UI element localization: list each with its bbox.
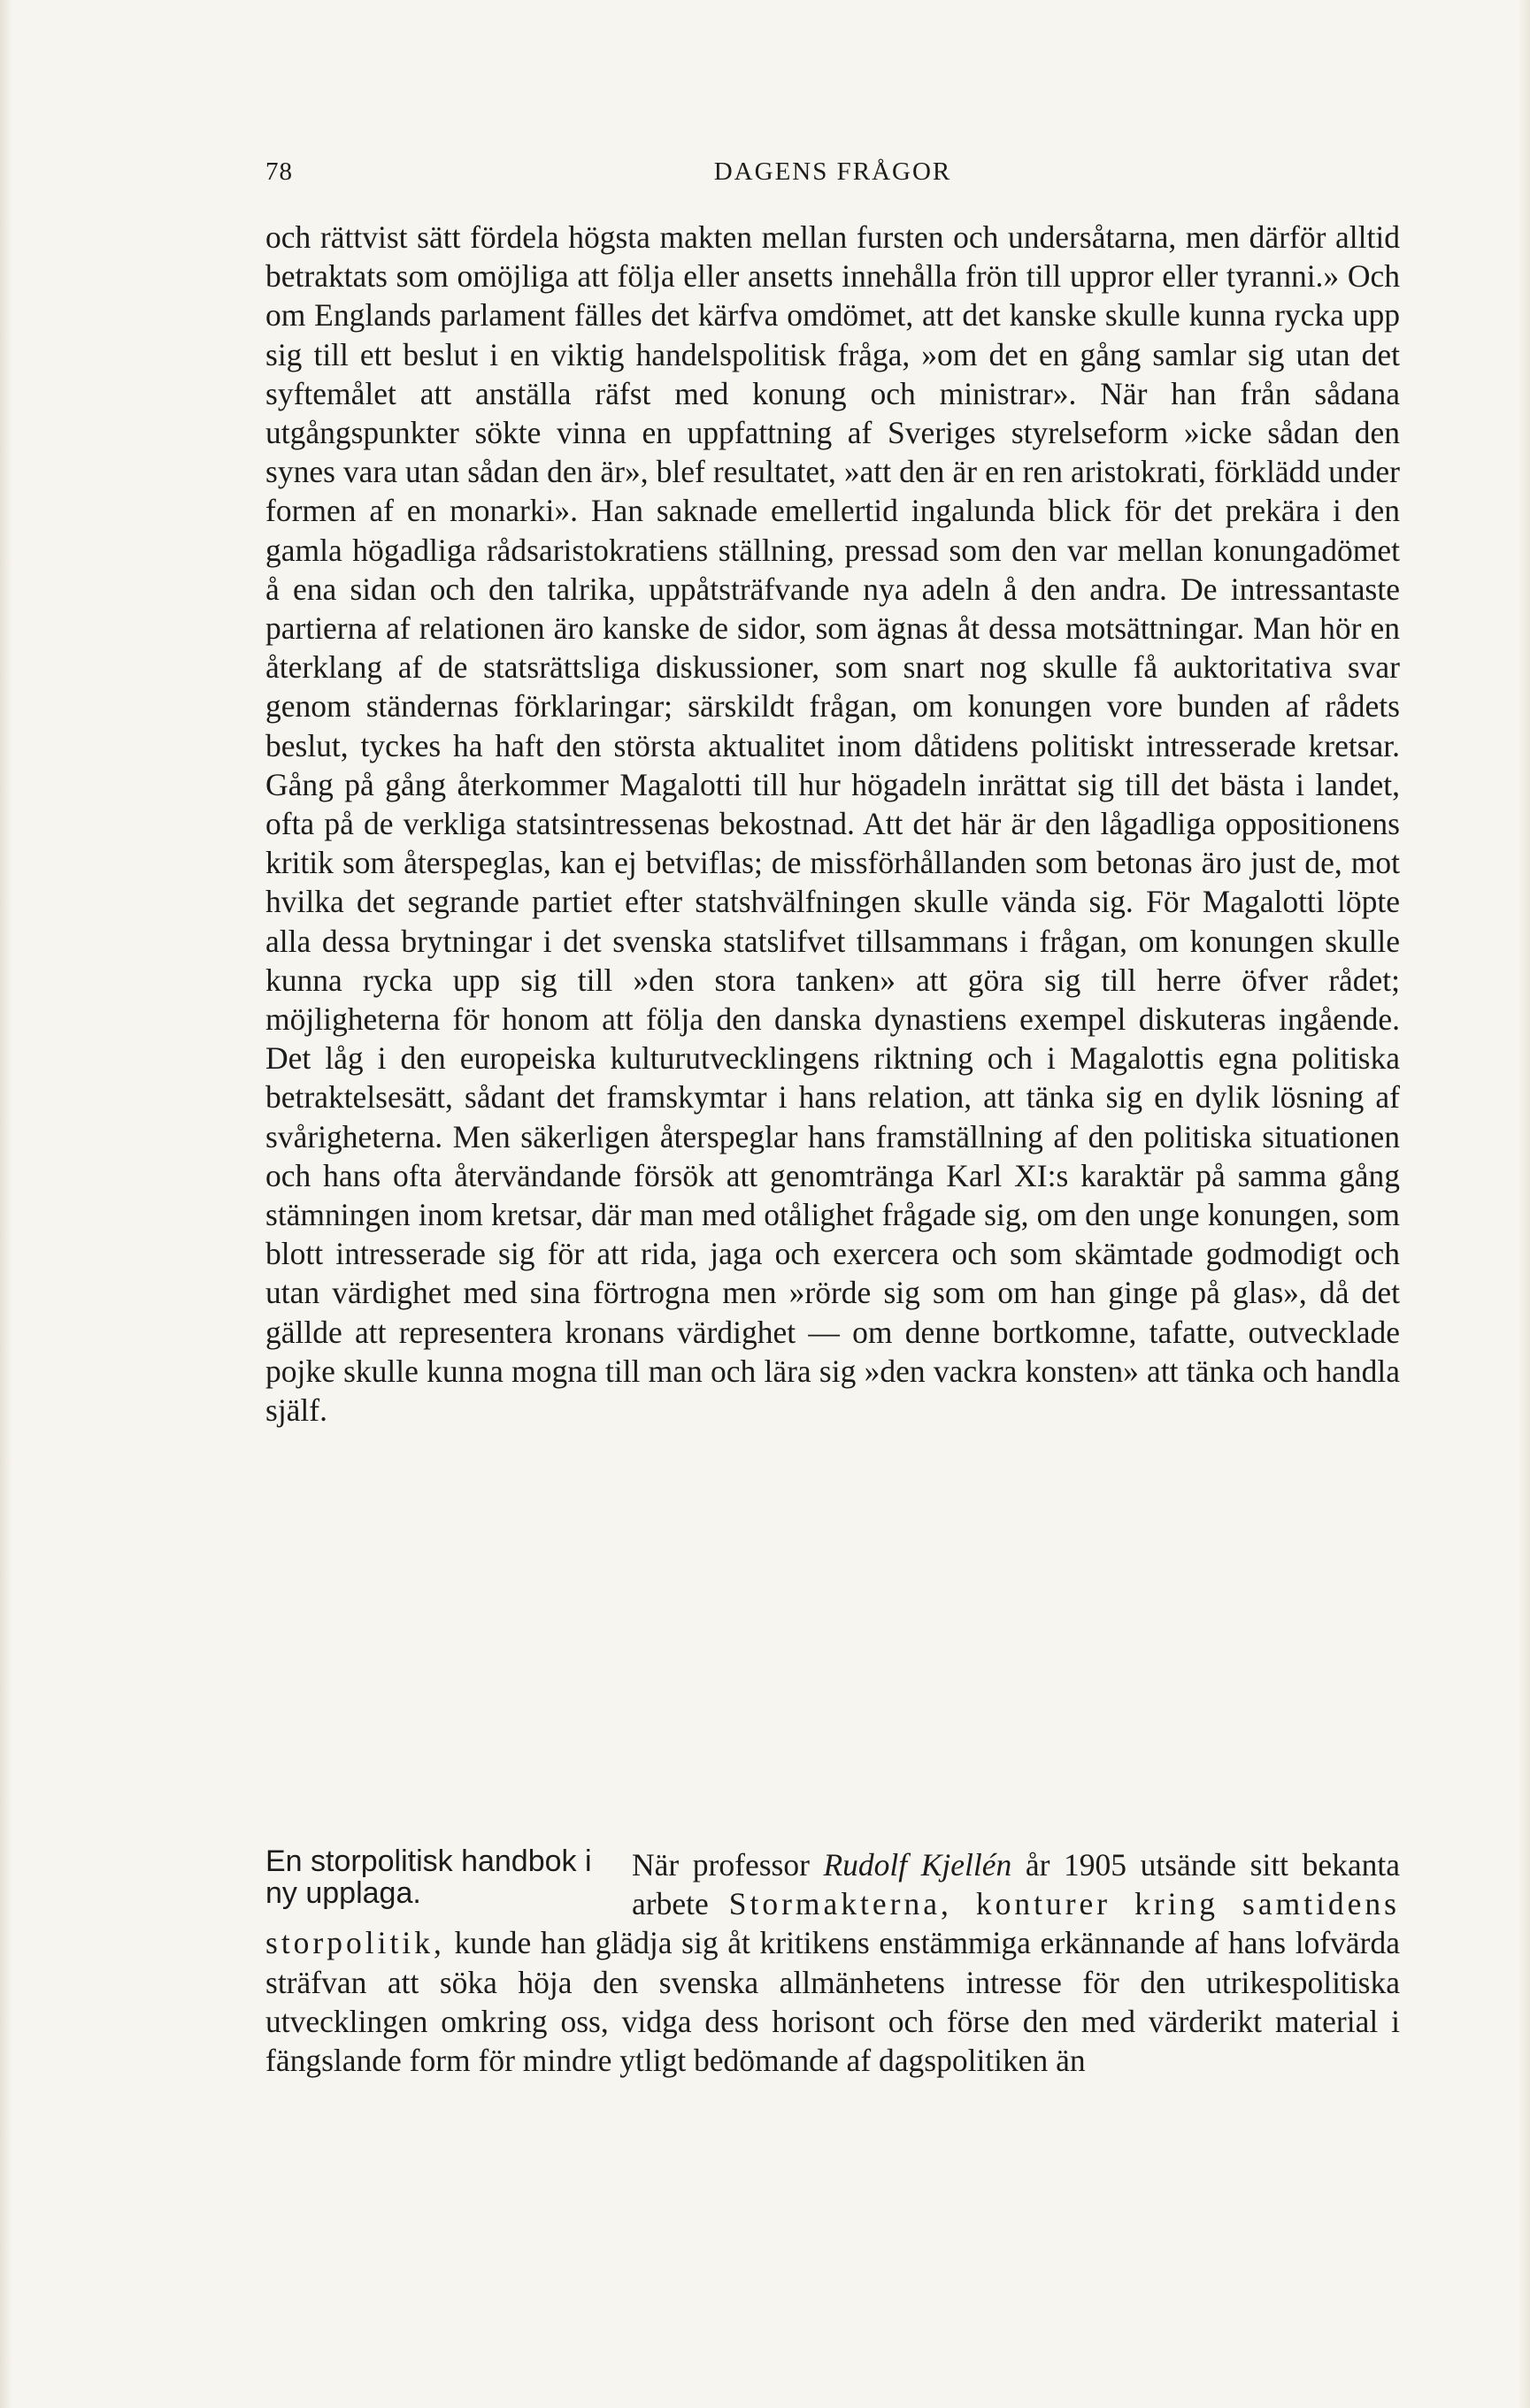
book-title: Stormakterna, konturer kring samtidens storpolitik,	[265, 1886, 1400, 1961]
page-edge-right	[1518, 0, 1530, 2408]
page-number: 78	[265, 157, 293, 186]
body-text	[265, 218, 1400, 1430]
running-title: DAGENS FRÅGOR	[713, 157, 952, 186]
body-paragraph: och rättvist sätt fördela högsta makten mellan fursten och undersåtarna, men därför alltid betraktats som omöjliga att följa eller ansetts innehålla frön till uppror eller tyranni.» Och om Englands parlament fälles det kärfva omdömet, att det kanske skulle kunna rycka upp sig till ett beslut i en viktig handelspolitisk fråga, »om det en gång samlar sig utan det syftemålet att anställa räfst med konung och ministrar». När han från sådana utgångspunkter sökte vinna en uppfattning af Sveriges styrelseform »icke sådan den synes vara utan sådan den är», blef resultatet, »att den är en ren aristokrati, förklädd under formen af en monarki». Han saknade emellertid ingalunda blick för det prekära i den gamla högadliga rådsaristokratiens ställning, pressad som den var mellan konungadömet å ena sidan och den talrika, uppåtsträfvande nya adeln å den andra. De intressantaste partierna af relationen äro kanske de sidor, som ägnas åt dessa motsättningar. Man hör en återklang af de statsrättsliga diskussioner, som snart nog skulle få auktoritativa svar genom ständernas förklaringar; särskildt frågan, om konungen vore bunden af rådets beslut, tyckes ha haft den största aktualitet inom dåtidens politiskt intresserade kretsar. Gång på gång återkommer Magalotti till hur högadeln inrättat sig till det bästa i landet, ofta på de verkliga statsintressenas bekostnad. Att det här är den lågadliga oppositionens kritik som återspeglas, kan ej betviflas; de missförhållanden som betonas äro just de, mot hvilka det segrande partiet efter statshvälfningen skulle vända sig. För Magalotti löpte alla dessa brytningar i det svenska statslifvet tillsammans i frågan, om konungen skulle kunna rycka upp sig till »den stora tanken» att göra sig till herre öfver rådet; möjligheterna för honom att följa den danska dynastiens exempel diskuteras ingående. Det låg i den europeiska kulturutvecklingens riktning och i Magalottis egna politiska betraktelsesätt, sådant det framskymtar i hans relation, att tänka sig en dylik lösning af svårigheterna. Men säkerligen återspeglar hans framställning af den politiska situationen och hans ofta återvändande försök att genomtränga Karl XI:s karaktär på samma gång stämningen inom kretsar, där man med otålighet frågade sig, om den unge konungen, som blott intresserade sig för att rida, jaga och exercera och som skämtade godmodigt och utan värdighet med sina förtrogna men »rörde sig som om han ginge på glas», då det gällde att representera kronans värdighet — om denne bortkomne, tafatte, outvecklade pojke skulle kunna mogna till man och lära sig »den vackra konsten» att tänka och handla själf.	[265, 219, 1400, 1429]
section-text-mid: år 1905 utsände sitt bekanta arbete	[632, 1847, 1401, 1922]
section-storpolitisk-handbok	[265, 1845, 1400, 2080]
running-header	[265, 157, 1400, 193]
section-text-start: När professor	[632, 1847, 810, 1883]
section-heading: En storpolitisk handbok i ny upplaga.	[265, 1844, 592, 1910]
author-name: Rudolf Kjellén	[823, 1847, 1012, 1883]
section-text-end: kunde han glädja sig åt kritikens enstämmiga erkännande af hans lofvärda sträfvan att söka höja den svenska allmänhetens intresse för den utrikespolitiska utvecklingen omkring oss, vidga dess horisont och förse den med värderikt material i fängslande form för mindre ytligt bedömande af dagspolitiken än	[265, 1925, 1401, 2079]
page-edge-left	[0, 0, 12, 2408]
